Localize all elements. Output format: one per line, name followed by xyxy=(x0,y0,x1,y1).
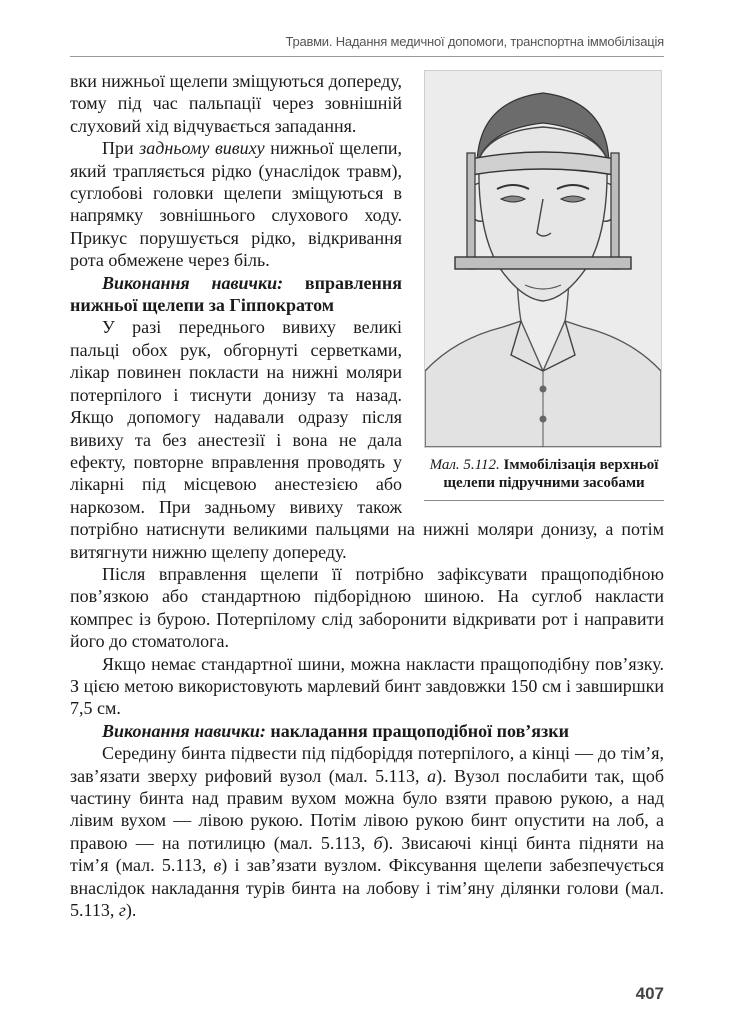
figure-ref-letter: а xyxy=(427,765,437,786)
paragraph-text: ). xyxy=(125,900,137,921)
figure-5-112 xyxy=(424,70,664,501)
paragraph-text: При xyxy=(102,138,140,159)
figure-title: Іммобілізація верхньої щелепи підручними засобами xyxy=(443,457,659,491)
skill-label: Виконання навички: xyxy=(102,272,284,293)
skill-heading-sling-bandage xyxy=(70,720,664,742)
page-body xyxy=(70,70,664,921)
page-number: 407 xyxy=(635,984,664,1003)
figure-label: Мал. 5.112. xyxy=(429,457,500,473)
figure-caption xyxy=(424,456,664,501)
paragraph-text: ) і зав’язати вузлом. Фіксування щелепи забезпечується внаслідок накладання турів бинта на лобову і тім’яну ділянки голови (мал. 5.113, xyxy=(70,855,664,921)
paragraph-no-splint: Якщо немає стандартної шини, можна накласти пращоподібну пов’язку. З цією метою використовують марлевий бинт завдовжки 150 см і завширшки 7,5 см. xyxy=(70,653,664,719)
paragraph-anterior-reduction: У разі переднього вивиху великі пальці обох рук, обгорнуті серветками, лікар повинен покласти на нижні моляри потерпілого і тиснути донизу та назад. Якщо допомогу надавали одразу після вивиху та без анестезії і вона не дала ефекту, повторне вправлення проводять у лікарні під місцевою анестезією або наркозом. При задньому вивиху також потрібно натиснути великими пальцями на нижні моляри донизу, а потім витягнути нижню щелепу допереду. xyxy=(70,317,664,562)
running-head: Травми. Надання медичної допомоги, транспортна іммобілізація xyxy=(285,34,664,49)
paragraph-text: ). Звисаючі кінці бинта підняти на тім’я (мал. 5.113, xyxy=(70,832,664,876)
paragraph-text: Середину бинта підвести під підборіддя потерпілого, а кінці — до тім’я, зав’язати зверху рифовий вузол (мал. 5.113, xyxy=(70,743,664,786)
skill-title: вправлення нижньої щелепи за Гіппократом xyxy=(70,272,403,316)
figure-ref-letter: б xyxy=(373,832,383,853)
header-divider xyxy=(70,56,664,57)
paragraph-text: ). Вузол послабити так, щоб частину бинта над правим вухом можна було взяти правою рукою, а над лівим вухом — лівою рукою. Потім лівою рукою бинт опустити на лоб, а правою — на потилицю (мал. 5.113, xyxy=(70,765,664,853)
head-immobilization-illustration xyxy=(424,70,662,448)
figure-ref-letter: г xyxy=(118,900,126,921)
paragraph-bandage-steps xyxy=(70,742,664,921)
skill-title: накладання пращоподібної пов’язки xyxy=(265,720,570,741)
paragraph-text: нижньої щелепи, який трапляється рідко (унаслідок травм), суглобові головки щелепи зміщуються в напрямку зовнішнього слухового ходу. Прикус порушується рідко, відкривання рота обмежене через біль. xyxy=(70,138,402,271)
paragraph-continued: вки нижньої щелепи зміщуються допереду, тому під час пальпації через зовнішній слуховий хід відчувається западання. xyxy=(70,71,402,136)
paragraph-after-reduction: Після вправлення щелепи її потрібно зафіксувати пращоподібною пов’язкою або стандартною підборідною шиною. На суглоб накласти компрес із бурою. Потерпілому слід заборонити відкривати рот і направити його до стоматолога. xyxy=(70,563,664,652)
skill-label: Виконання навички: xyxy=(102,720,266,741)
figure-ref-letter: в xyxy=(213,855,222,876)
emphasis-term: задньому вивиху xyxy=(139,138,265,159)
